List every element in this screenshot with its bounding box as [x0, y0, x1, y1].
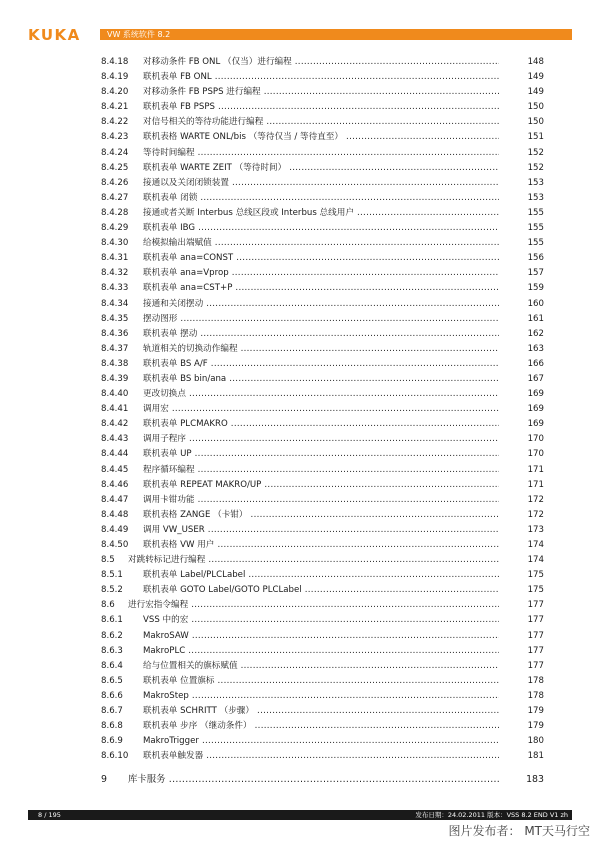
- toc-entry-number: 8.4.22: [101, 117, 129, 128]
- toc-entry-title: 联机表单 GOTO Label/GOTO PLCLabel .....: [143, 583, 499, 598]
- toc-entry-page: 153: [527, 192, 544, 203]
- toc-entry-number: 8.4.31: [101, 253, 129, 264]
- toc-entry-title: 联机表单 ana=CONST .....: [143, 251, 499, 266]
- toc-entry-title: MakroSAW .....: [143, 629, 499, 644]
- toc-entry-page: 152: [527, 162, 544, 173]
- toc-entry-title: 进行宏指令编程 .....: [128, 598, 499, 613]
- toc-entry-title: 接通或者关断 Interbus 总线区段或 Interbus 总线用户 .....: [143, 206, 499, 221]
- toc-entry-title: 联机表单 UP .....: [143, 447, 499, 462]
- toc-entry[interactable]: [0, 70, 600, 85]
- toc-entry-title: 等待时间编程 .....: [143, 146, 499, 161]
- toc-entry-number: 8.6: [101, 600, 115, 611]
- watermark-text: 图片发布者： MT天马行空: [448, 824, 590, 838]
- toc-entry-title: 接通以及关闭闭锁装置 .....: [143, 176, 499, 191]
- toc-entry-page: 167: [527, 373, 544, 384]
- toc-entry-number: 8.6.1: [101, 615, 123, 626]
- toc-entry[interactable]: [0, 161, 600, 176]
- toc-entry-number: 8.4.23: [101, 132, 129, 143]
- toc-entry-page: 171: [527, 464, 544, 475]
- toc-entry-title: 联机表单 BS bin/ana .....: [143, 372, 499, 387]
- toc-entry-number: 8.4.29: [101, 223, 129, 234]
- toc-entry[interactable]: [0, 146, 600, 161]
- toc-entry-title: 联机表单触发器 .....: [143, 749, 499, 764]
- toc-entry[interactable]: [0, 251, 600, 266]
- toc-entry-page: 150: [527, 102, 544, 113]
- toc-entry-page: 171: [527, 479, 544, 490]
- toc-entry-title: 联机表单 ana=CST+P .....: [143, 281, 499, 296]
- toc-entry-page: 169: [527, 389, 544, 400]
- toc-entry-number: 8.4.36: [101, 328, 129, 339]
- toc-entry[interactable]: [0, 538, 600, 553]
- toc-entry[interactable]: [0, 191, 600, 206]
- toc-entry-title: 联机表格 VW 用户 .....: [143, 538, 499, 553]
- toc-entry-page: 162: [527, 328, 544, 339]
- toc-entry-title: 联机表单 WARTE ZEIT （等待时间） .....: [143, 161, 499, 176]
- toc-entry[interactable]: [0, 613, 600, 628]
- toc-entry[interactable]: [0, 266, 600, 281]
- toc-entry-title: 联机表单 闭锁 .....: [143, 191, 499, 206]
- toc-entry-page: 169: [527, 419, 544, 430]
- toc-entry-page: 155: [527, 207, 544, 218]
- toc-entry[interactable]: [0, 478, 600, 493]
- toc-entry-title: 联机表单 BS A/F .....: [143, 357, 499, 372]
- toc-entry-page: 177: [527, 645, 544, 656]
- toc-entry-page: 159: [527, 283, 544, 294]
- toc-entry-number: 8.4.50: [101, 540, 129, 550]
- toc-entry-title: 联机表单 ana=Vprop .....: [143, 266, 499, 281]
- toc-entry-page: 149: [527, 72, 544, 83]
- page-footer: [28, 810, 572, 820]
- toc-entry-number: 8.5.1: [101, 570, 123, 581]
- toc-entry[interactable]: [0, 206, 600, 221]
- toc-entry-title: 对移动条件 FB ONL （仅当）进行编程 .....: [143, 55, 499, 70]
- toc-entry-page: 160: [527, 298, 544, 309]
- toc-entry[interactable]: [0, 115, 600, 130]
- toc-entry-number: 8.4.33: [101, 283, 129, 294]
- toc-entry-page: 153: [527, 177, 544, 188]
- toc-entry-title: 对跳转标记进行编程 .....: [128, 553, 499, 568]
- toc-entry-title: 对信号相关的等待功能进行编程 .....: [143, 115, 499, 130]
- toc-entry[interactable]: [0, 704, 600, 719]
- toc-entry-number: 8.4.34: [101, 298, 129, 309]
- toc-entry-title: 库卡服务 .....: [128, 772, 499, 787]
- toc-entry-title: 调用卡钳功能 .....: [143, 493, 499, 508]
- footer-page-number: 8 / 195: [38, 811, 61, 819]
- toc-entry-page: 155: [527, 223, 544, 234]
- toc-entry-number: 8.4.49: [101, 524, 129, 535]
- toc-entry[interactable]: [0, 281, 600, 296]
- toc-entry-number: 8.4.48: [101, 509, 129, 520]
- toc-entry-title: 联机表格 WARTE ONL/bis （等待仅当 / 等待直至） .....: [143, 130, 499, 145]
- toc-entry[interactable]: [0, 55, 600, 70]
- toc-entry[interactable]: [0, 689, 600, 704]
- toc-entry[interactable]: [0, 100, 600, 115]
- toc-entry[interactable]: [0, 629, 600, 644]
- toc-entry-page: 161: [527, 313, 544, 324]
- toc-entry-number: 8.4.30: [101, 238, 129, 249]
- toc-entry-title: 联机表单 REPEAT MAKRO/UP .....: [143, 478, 499, 493]
- toc-entry-number: 8.6.4: [101, 660, 123, 671]
- toc-entry[interactable]: [0, 598, 600, 613]
- toc-entry-title: 联机表单 IBG .....: [143, 221, 499, 236]
- toc-entry-number: 8.4.27: [101, 192, 129, 203]
- toc-entry-number: 8.6.6: [101, 690, 123, 701]
- toc-entry-number: 8.5: [101, 555, 115, 566]
- toc-entry-title: 调用 VW_USER .....: [143, 523, 499, 538]
- toc-entry-title: 调用宏 .....: [143, 402, 499, 417]
- toc-entry-title: 联机表单 FB ONL .....: [143, 70, 499, 85]
- toc-entry-title: 调用子程序 .....: [143, 432, 499, 447]
- toc-entry-title: 联机表单 步序 （继动条件） .....: [143, 719, 499, 734]
- toc-entry-number: 8.4.42: [101, 419, 129, 430]
- toc-entry-page: 177: [527, 660, 544, 671]
- toc-entry-title: 联机表单 摆动 .....: [143, 327, 499, 342]
- toc-entry[interactable]: [0, 659, 600, 674]
- toc-entry[interactable]: [0, 568, 600, 583]
- toc-entry-title: 更改切换点 .....: [143, 387, 499, 402]
- page-header: [0, 28, 600, 42]
- toc-entry-page: 163: [527, 343, 544, 354]
- toc-entry-number: 9: [101, 774, 107, 786]
- toc-entry-number: 8.6.5: [101, 675, 123, 686]
- toc-entry-page: 155: [527, 238, 544, 249]
- toc-entry[interactable]: [0, 85, 600, 100]
- toc-entry-title: MakroTrigger .....: [143, 734, 499, 749]
- toc-entry-number: 8.4.26: [101, 177, 129, 188]
- toc-entry[interactable]: [0, 583, 600, 598]
- toc-entry-title: 联机表单 SCHRITT （步骤） .....: [143, 704, 499, 719]
- toc-entry-title: VSS 中的宏 .....: [143, 613, 499, 628]
- toc-entry-title: 轨道相关的切换动作编程 .....: [143, 342, 499, 357]
- toc-entry-page: 169: [527, 404, 544, 415]
- toc-entry-page: 179: [527, 721, 544, 732]
- toc-entry-page: 166: [527, 358, 544, 369]
- toc-entry-page: 173: [527, 524, 544, 535]
- toc-entry-number: 8.4.18: [101, 57, 129, 67]
- toc-entry-number: 8.4.43: [101, 434, 129, 445]
- toc-entry-number: 8.6.3: [101, 645, 123, 656]
- kuka-logo: KUKA: [28, 26, 81, 44]
- toc-entry[interactable]: [0, 297, 600, 312]
- toc-entry-page: 172: [527, 509, 544, 520]
- toc-entry-number: 8.6.7: [101, 706, 123, 717]
- toc-entry-page: 156: [527, 253, 544, 264]
- toc-entry-page: 178: [527, 675, 544, 686]
- toc-entry[interactable]: [0, 312, 600, 327]
- toc-entry-page: 172: [527, 494, 544, 505]
- toc-entry-number: 8.4.44: [101, 449, 129, 460]
- toc-entry[interactable]: [0, 523, 600, 538]
- toc-entry[interactable]: [0, 342, 600, 357]
- toc-entry[interactable]: [0, 372, 600, 387]
- toc-entry-page: 178: [527, 690, 544, 701]
- toc-entry-page: 149: [527, 87, 544, 98]
- toc-entry-page: 170: [527, 434, 544, 445]
- toc-entry-number: 8.6.9: [101, 736, 123, 747]
- toc-entry-title: MakroStep .....: [143, 689, 499, 704]
- toc-entry-number: 8.6.8: [101, 721, 123, 732]
- toc-entry[interactable]: [0, 236, 600, 251]
- toc-entry-page: 151: [527, 132, 544, 143]
- toc-entry-number: 8.4.24: [101, 147, 129, 158]
- toc-entry-number: 8.4.40: [101, 389, 129, 400]
- toc-entry-number: 8.4.32: [101, 268, 129, 279]
- toc-entry[interactable]: [0, 387, 600, 402]
- toc-entry[interactable]: [0, 417, 600, 432]
- toc-entry[interactable]: [0, 508, 600, 523]
- toc-entry-page: 150: [527, 117, 544, 128]
- toc-entry-number: 8.4.45: [101, 464, 129, 475]
- toc-entry[interactable]: [0, 432, 600, 447]
- toc-entry[interactable]: [0, 130, 600, 145]
- toc-entry[interactable]: [0, 176, 600, 191]
- toc-entry-title: 摆动图形 .....: [143, 312, 499, 327]
- toc-entry-title: 联机表单 Label/PLCLabel .....: [143, 568, 499, 583]
- toc-entry-page: 180: [527, 736, 544, 747]
- toc-entry-title: 给模拟输出端赋值 .....: [143, 236, 499, 251]
- toc-entry-number: 8.4.41: [101, 404, 129, 415]
- toc-entry-number: 8.4.28: [101, 207, 129, 218]
- toc-entry-title: 给与位置相关的旗标赋值 .....: [143, 659, 499, 674]
- toc-entry-number: 8.5.2: [101, 585, 123, 596]
- toc-entry-page: 177: [527, 615, 544, 626]
- toc-entry-title: 接通和关闭摆动 .....: [143, 297, 499, 312]
- toc-entry[interactable]: [0, 644, 600, 659]
- toc-entry-page: 174: [527, 555, 544, 566]
- toc-entry-number: 8.4.35: [101, 313, 129, 324]
- toc-entry-page: 183: [526, 774, 544, 786]
- table-of-contents: [0, 55, 600, 788]
- toc-entry-page: 174: [527, 540, 544, 550]
- toc-entry[interactable]: [0, 553, 600, 568]
- toc-entry-page: 170: [527, 449, 544, 460]
- toc-entry-number: 8.4.46: [101, 479, 129, 490]
- toc-entry-number: 8.6.2: [101, 630, 123, 641]
- toc-entry-title: MakroPLC .....: [143, 644, 499, 659]
- toc-entry-number: 8.6.10: [101, 751, 129, 762]
- toc-entry-page: 175: [527, 585, 544, 596]
- toc-chapter-entry[interactable]: [0, 772, 600, 787]
- toc-entry-title: 联机表单 PLCMAKRO .....: [143, 417, 499, 432]
- toc-entry-title: 程序循环编程 .....: [143, 463, 499, 478]
- header-bar: [100, 29, 572, 40]
- toc-entry-number: 8.4.37: [101, 343, 129, 354]
- toc-entry[interactable]: [0, 719, 600, 734]
- toc-entry[interactable]: [0, 749, 600, 764]
- toc-entry-number: 8.4.38: [101, 358, 129, 369]
- toc-entry-title: 联机表单 位置旗标 .....: [143, 674, 499, 689]
- toc-entry-number: 8.4.20: [101, 87, 129, 98]
- toc-entry-title: 联机表格 ZANGE （卡钳） .....: [143, 508, 499, 523]
- toc-entry-number: 8.4.39: [101, 373, 129, 384]
- toc-entry[interactable]: [0, 734, 600, 749]
- toc-entry-page: 148: [527, 57, 544, 67]
- toc-entry-page: 152: [527, 147, 544, 158]
- toc-entry-title: 对移动条件 FB PSPS 进行编程 .....: [143, 85, 499, 100]
- footer-release-info: 发布日期：24.02.2011 版本：VSS 8.2 END V1 zh: [415, 811, 568, 819]
- toc-entry-page: 157: [527, 268, 544, 279]
- toc-entry-page: 177: [527, 600, 544, 611]
- toc-entry-page: 179: [527, 706, 544, 717]
- toc-entry-number: 8.4.19: [101, 72, 129, 83]
- toc-entry[interactable]: [0, 327, 600, 342]
- toc-entry[interactable]: [0, 447, 600, 462]
- toc-entry-page: 181: [527, 751, 544, 762]
- toc-entry[interactable]: [0, 357, 600, 372]
- toc-entry[interactable]: [0, 221, 600, 236]
- toc-entry[interactable]: [0, 402, 600, 417]
- toc-entry-number: 8.4.25: [101, 162, 129, 173]
- toc-entry-number: 8.4.47: [101, 494, 129, 505]
- toc-entry-number: 8.4.21: [101, 102, 129, 113]
- toc-entry[interactable]: [0, 674, 600, 689]
- toc-entry[interactable]: [0, 463, 600, 478]
- toc-entry[interactable]: [0, 493, 600, 508]
- toc-entry-title: 联机表单 FB PSPS .....: [143, 100, 499, 115]
- toc-entry-page: 175: [527, 570, 544, 581]
- header-title: VW 系统软件 8.2: [107, 30, 171, 39]
- toc-entry-page: 177: [527, 630, 544, 641]
